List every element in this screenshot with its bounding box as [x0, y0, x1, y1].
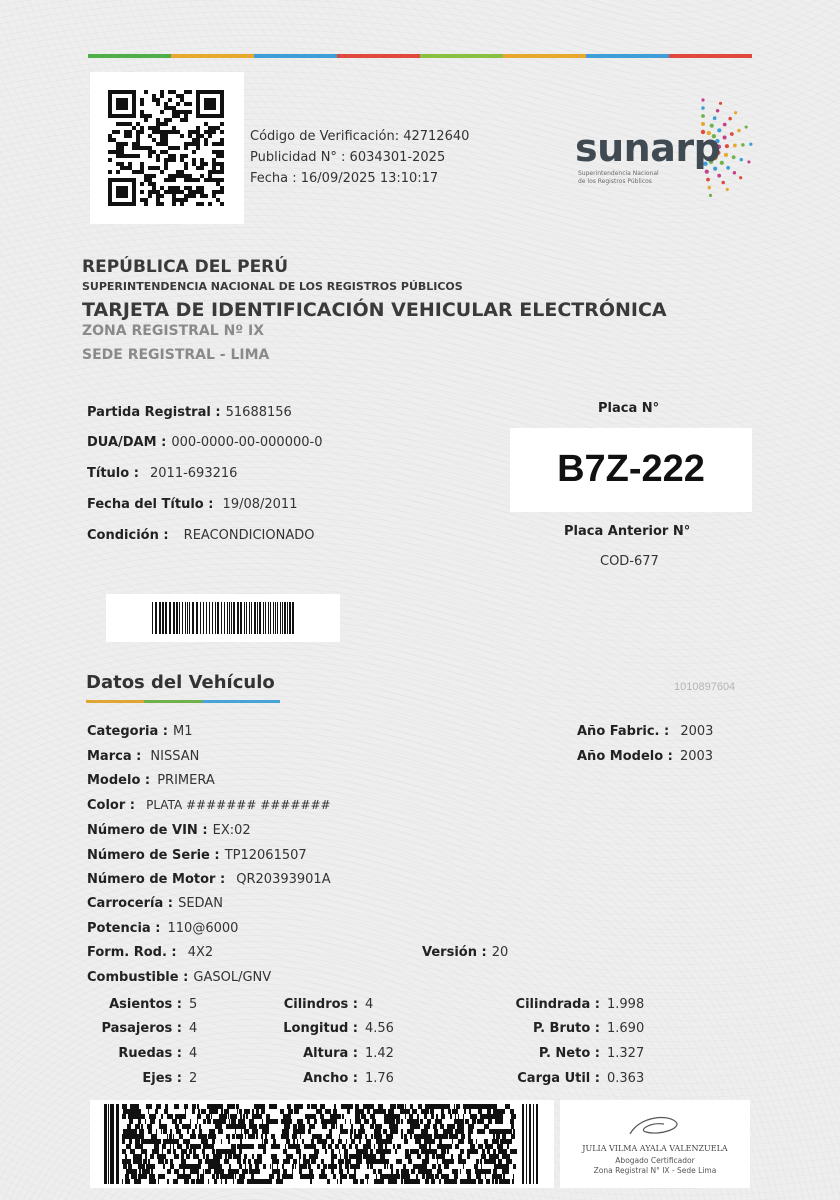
- serie-value: TP12061507: [224, 848, 307, 863]
- p-bruto-label: P. Bruto :: [532, 1021, 600, 1036]
- color-value: PLATA ####### #######: [146, 798, 331, 812]
- ano-modelo-value: 2003: [679, 749, 714, 764]
- combustible-row: [87, 966, 271, 985]
- qr-code-icon: [108, 90, 224, 206]
- ancho-label: Ancho :: [303, 1071, 358, 1086]
- form-rod-row: [87, 941, 213, 960]
- categoria-row: [87, 720, 193, 739]
- cilindrada-value: 1.998: [607, 997, 645, 1012]
- condicion-value: REACONDICIONADO: [183, 528, 315, 543]
- partida-value: 51688156: [225, 405, 292, 420]
- modelo-row: [87, 769, 215, 788]
- dua-value: 000-0000-00-000000-0: [171, 435, 323, 450]
- altura-value: 1.42: [365, 1046, 394, 1061]
- ejes-value: 2: [189, 1071, 198, 1086]
- serie-row: [87, 844, 307, 863]
- dua-row: [87, 431, 322, 450]
- document-number: 1010897604: [674, 681, 736, 693]
- top-color-line: [88, 54, 752, 58]
- vin-row: [87, 819, 251, 838]
- altura-label: Altura :: [303, 1046, 358, 1061]
- potencia-label: Potencia :: [87, 921, 161, 936]
- color-label: Color :: [87, 798, 135, 813]
- signer-zone: Zona Registral N° IX - Sede Lima: [593, 1166, 717, 1175]
- verification-code: Código de Verificación: 42712640: [250, 129, 470, 144]
- p-bruto-value: 1.690: [607, 1021, 645, 1036]
- combustible-label: Combustible :: [87, 970, 189, 985]
- qr-code: [90, 72, 244, 224]
- motor-label: Número de Motor :: [87, 872, 226, 887]
- ruedas-value: 4: [189, 1046, 198, 1061]
- vin-label: Número de VIN :: [87, 823, 208, 838]
- carroceria-label: Carrocería :: [87, 896, 173, 911]
- carroceria-row: [87, 892, 223, 911]
- ano-fabric-value: 2003: [680, 724, 714, 739]
- condicion-row: [87, 524, 314, 543]
- ruedas-label: Ruedas :: [118, 1046, 182, 1061]
- motor-row: [87, 868, 331, 887]
- carga-util-value: 0.363: [607, 1071, 645, 1086]
- pasajeros-label: Pasajeros :: [101, 1021, 182, 1036]
- p-neto-label: P. Neto :: [538, 1046, 600, 1061]
- plate-number: B7Z-222: [557, 448, 705, 490]
- datos-vehiculo-title: Datos del Vehículo: [86, 672, 275, 693]
- ano-fabric-row: [577, 720, 713, 739]
- cilindros-value: 4: [365, 997, 374, 1012]
- modelo-value: PRIMERA: [157, 773, 215, 788]
- marca-value: NISSAN: [150, 749, 200, 764]
- logo-wordmark: sunarp: [575, 126, 721, 170]
- pasajeros-value: 4: [189, 1021, 198, 1036]
- categoria-value: M1: [173, 724, 193, 739]
- asientos-label: Asientos :: [109, 997, 182, 1012]
- carroceria-value: SEDAN: [178, 896, 223, 911]
- version-value: 20: [491, 945, 509, 960]
- ano-modelo-label: Año Modelo :: [577, 749, 673, 764]
- fecha-titulo-value: 19/08/2011: [222, 497, 298, 512]
- condicion-label: Condición :: [87, 528, 169, 543]
- potencia-value: 110@6000: [167, 921, 239, 936]
- marca-label: Marca :: [87, 749, 142, 764]
- issue-date: Fecha : 16/09/2025 13:10:17: [250, 171, 439, 186]
- cilindros-label: Cilindros :: [283, 997, 358, 1012]
- fecha-titulo-label: Fecha del Título :: [87, 497, 214, 512]
- motor-value: QR20393901A: [236, 872, 331, 887]
- logo-subtitle-1: Superintendencia Nacional: [578, 170, 659, 177]
- signature-icon: [620, 1112, 690, 1142]
- vin-value: EX:02: [212, 823, 251, 838]
- signature-block: [560, 1100, 750, 1188]
- titulo-value: 2011-693216: [150, 466, 238, 481]
- cilindrada-label: Cilindrada :: [515, 997, 600, 1012]
- placa-anterior-label: Placa Anterior N°: [564, 524, 691, 539]
- plate-box: [510, 428, 752, 512]
- p-neto-value: 1.327: [607, 1046, 645, 1061]
- partida-label: Partida Registral :: [87, 405, 221, 420]
- form-rod-value: 4X2: [187, 945, 214, 960]
- form-rod-label: Form. Rod. :: [87, 945, 177, 960]
- version-row: [422, 941, 508, 960]
- longitud-label: Longitud :: [283, 1021, 358, 1036]
- partida-row: [87, 401, 292, 420]
- dua-label: DUA/DAM :: [87, 435, 167, 450]
- heading-superintendencia: SUPERINTENDENCIA NACIONAL DE LOS REGISTROS PÚBLICOS: [82, 280, 463, 293]
- sunarp-logo: [575, 90, 775, 200]
- publicidad-number: Publicidad N° : 6034301-2025: [250, 150, 446, 165]
- carga-util-label: Carga Util :: [517, 1071, 600, 1086]
- asientos-value: 5: [189, 997, 198, 1012]
- fecha-titulo-row: [87, 493, 297, 512]
- barcode-icon: [152, 602, 294, 634]
- document-title: TARJETA DE IDENTIFICACIÓN VEHICULAR ELECTRÓNICA: [82, 299, 667, 321]
- barcode-2d: [90, 1100, 554, 1188]
- version-label: Versión :: [422, 945, 487, 960]
- ejes-label: Ejes :: [142, 1071, 182, 1086]
- pdf417-barcode-icon: [104, 1104, 540, 1184]
- placa-anterior-value: COD-677: [600, 554, 659, 569]
- titulo-label: Título :: [87, 466, 139, 481]
- barcode-small: [106, 594, 340, 642]
- placa-label: Placa N°: [598, 401, 660, 416]
- titulo-row: [87, 462, 237, 481]
- heading-republica: REPÚBLICA DEL PERÚ: [82, 257, 289, 277]
- ano-modelo-row: [577, 745, 713, 764]
- section-underline: [86, 700, 280, 703]
- heading-sede: SEDE REGISTRAL - LIMA: [82, 347, 270, 363]
- signer-name: JULIA VILMA AYALA VALENZUELA: [582, 1144, 728, 1153]
- ano-fabric-label: Año Fabric. :: [577, 724, 670, 739]
- categoria-label: Categoria :: [87, 724, 168, 739]
- heading-zona: ZONA REGISTRAL Nº IX: [82, 323, 265, 339]
- ancho-value: 1.76: [365, 1071, 394, 1086]
- serie-label: Número de Serie :: [87, 848, 220, 863]
- logo-subtitle-2: de los Registros Públicos: [578, 178, 652, 185]
- modelo-label: Modelo :: [87, 773, 151, 788]
- potencia-row: [87, 917, 238, 936]
- color-row: [87, 794, 331, 813]
- combustible-value: GASOL/GNV: [193, 970, 272, 985]
- signer-role: Abogado Certificador: [615, 1156, 695, 1165]
- marca-row: [87, 745, 199, 764]
- longitud-value: 4.56: [365, 1021, 394, 1036]
